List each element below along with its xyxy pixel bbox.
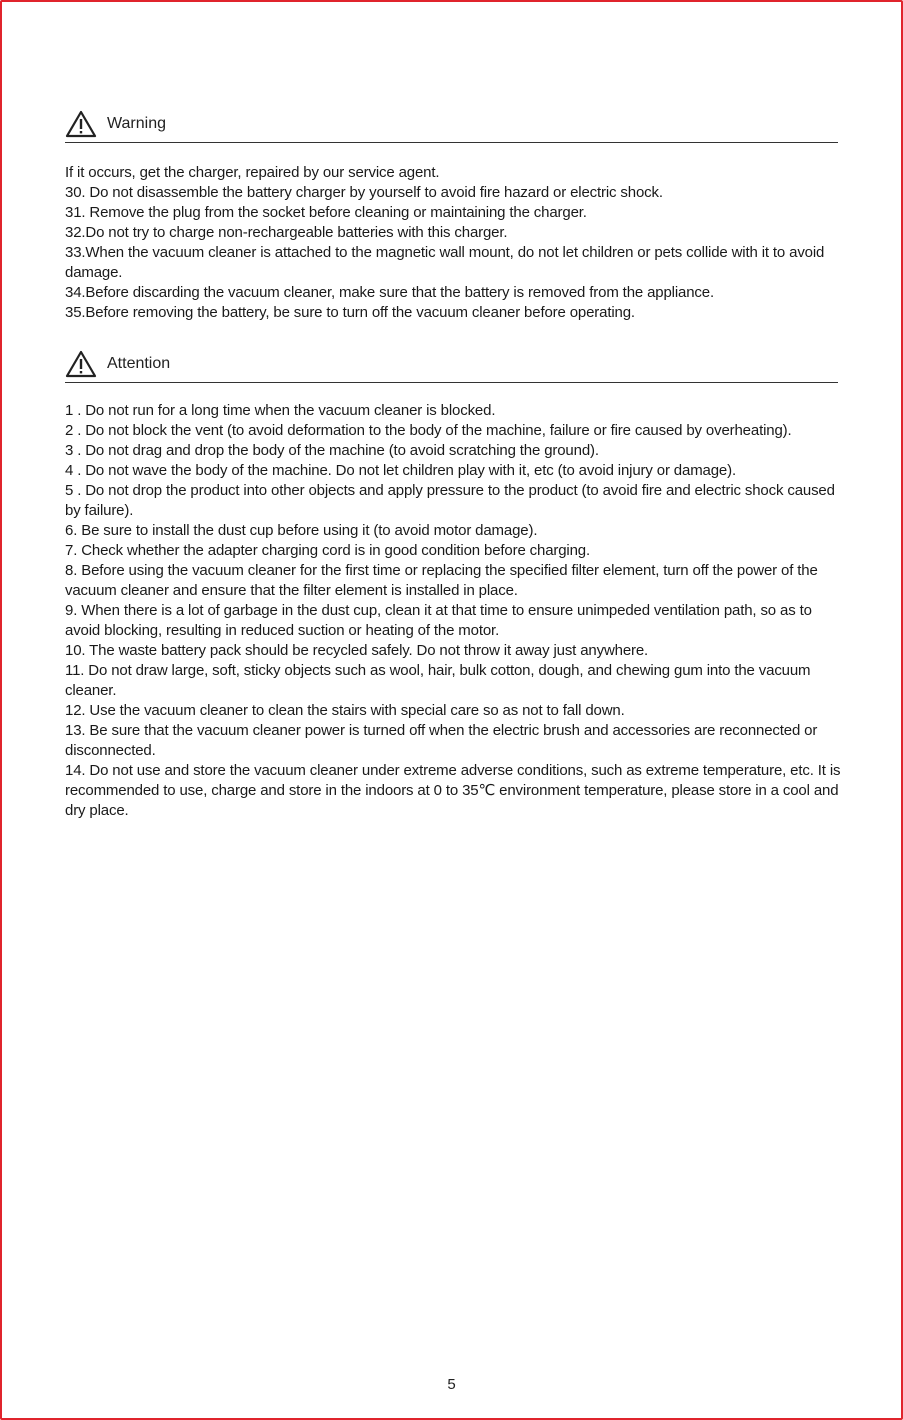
attention-item: 1 . Do not run for a long time when the vacuum cleaner is blocked.	[65, 402, 496, 419]
attention-list	[65, 401, 841, 821]
attention-item: 13. Be sure that the vacuum cleaner power is turned off when the electric brush and accessories are reconnected or disconnected.	[65, 722, 818, 759]
attention-item: 5 . Do not drop the product into other objects and apply pressure to the product (to avoid fire and electric shock caused by failure).	[65, 482, 835, 519]
attention-item: 7. Check whether the adapter charging cord is in good condition before charging.	[65, 542, 591, 559]
attention-item: 6. Be sure to install the dust cup before using it (to avoid motor damage).	[65, 522, 538, 539]
attention-item: 4 . Do not wave the body of the machine. Do not let children play with it, etc (to avoid injury or damage).	[65, 462, 736, 479]
attention-title: Attention	[107, 355, 171, 372]
warning-title: Warning	[107, 115, 166, 132]
attention-item: 14. Do not use and store the vacuum cleaner under extreme adverse conditions, such as extreme temperature, etc. It is recommended to use, charge and store in the indoors at 0 to 35℃ environment temperature, please store in a cool and dry place.	[65, 762, 841, 819]
warning-list	[65, 163, 841, 323]
attention-item: 9. When there is a lot of garbage in the dust cup, clean it at that time to ensure unimpeded ventilation path, so as to avoid blocking, resulting in reduced suction or heating of the motor.	[65, 602, 812, 639]
attention-item: 10. The waste battery pack should be recycled safely. Do not throw it away just anywhere.	[65, 642, 649, 659]
warning-item: 35.Before removing the battery, be sure to turn off the vacuum cleaner before operating.	[65, 304, 635, 321]
warning-item: 31. Remove the plug from the socket before cleaning or maintaining the charger.	[65, 204, 587, 221]
warning-item: 33.When the vacuum cleaner is attached to the magnetic wall mount, do not let children or pets collide with it to avoid damage.	[65, 244, 825, 281]
attention-item: 11. Do not draw large, soft, sticky objects such as wool, hair, bulk cotton, dough, and chewing gum into the vacuum cleaner.	[65, 662, 811, 699]
attention-item: 3 . Do not drag and drop the body of the machine (to avoid scratching the ground).	[65, 442, 599, 459]
warning-triangle-icon	[65, 350, 97, 378]
attention-item: 2 . Do not block the vent (to avoid deformation to the body of the machine, failure or fire caused by overheating).	[65, 422, 792, 439]
warning-item: If it occurs, get the charger, repaired by our service agent.	[65, 164, 440, 181]
warning-header	[65, 110, 838, 143]
warning-item: 34.Before discarding the vacuum cleaner, make sure that the battery is removed from the appliance.	[65, 284, 714, 301]
warning-item: 30. Do not disassemble the battery charger by yourself to avoid fire hazard or electric shock.	[65, 184, 663, 201]
warning-triangle-icon	[65, 110, 97, 138]
warning-item: 32.Do not try to charge non-rechargeable batteries with this charger.	[65, 224, 508, 241]
attention-item: 12. Use the vacuum cleaner to clean the stairs with special care so as not to fall down.	[65, 702, 625, 719]
page-number: 5	[447, 1376, 456, 1393]
attention-item: 8. Before using the vacuum cleaner for the first time or replacing the specified filter element, turn off the power of the vacuum cleaner and ensure that the filter element is installed in place.	[65, 562, 818, 599]
attention-header	[65, 350, 838, 383]
